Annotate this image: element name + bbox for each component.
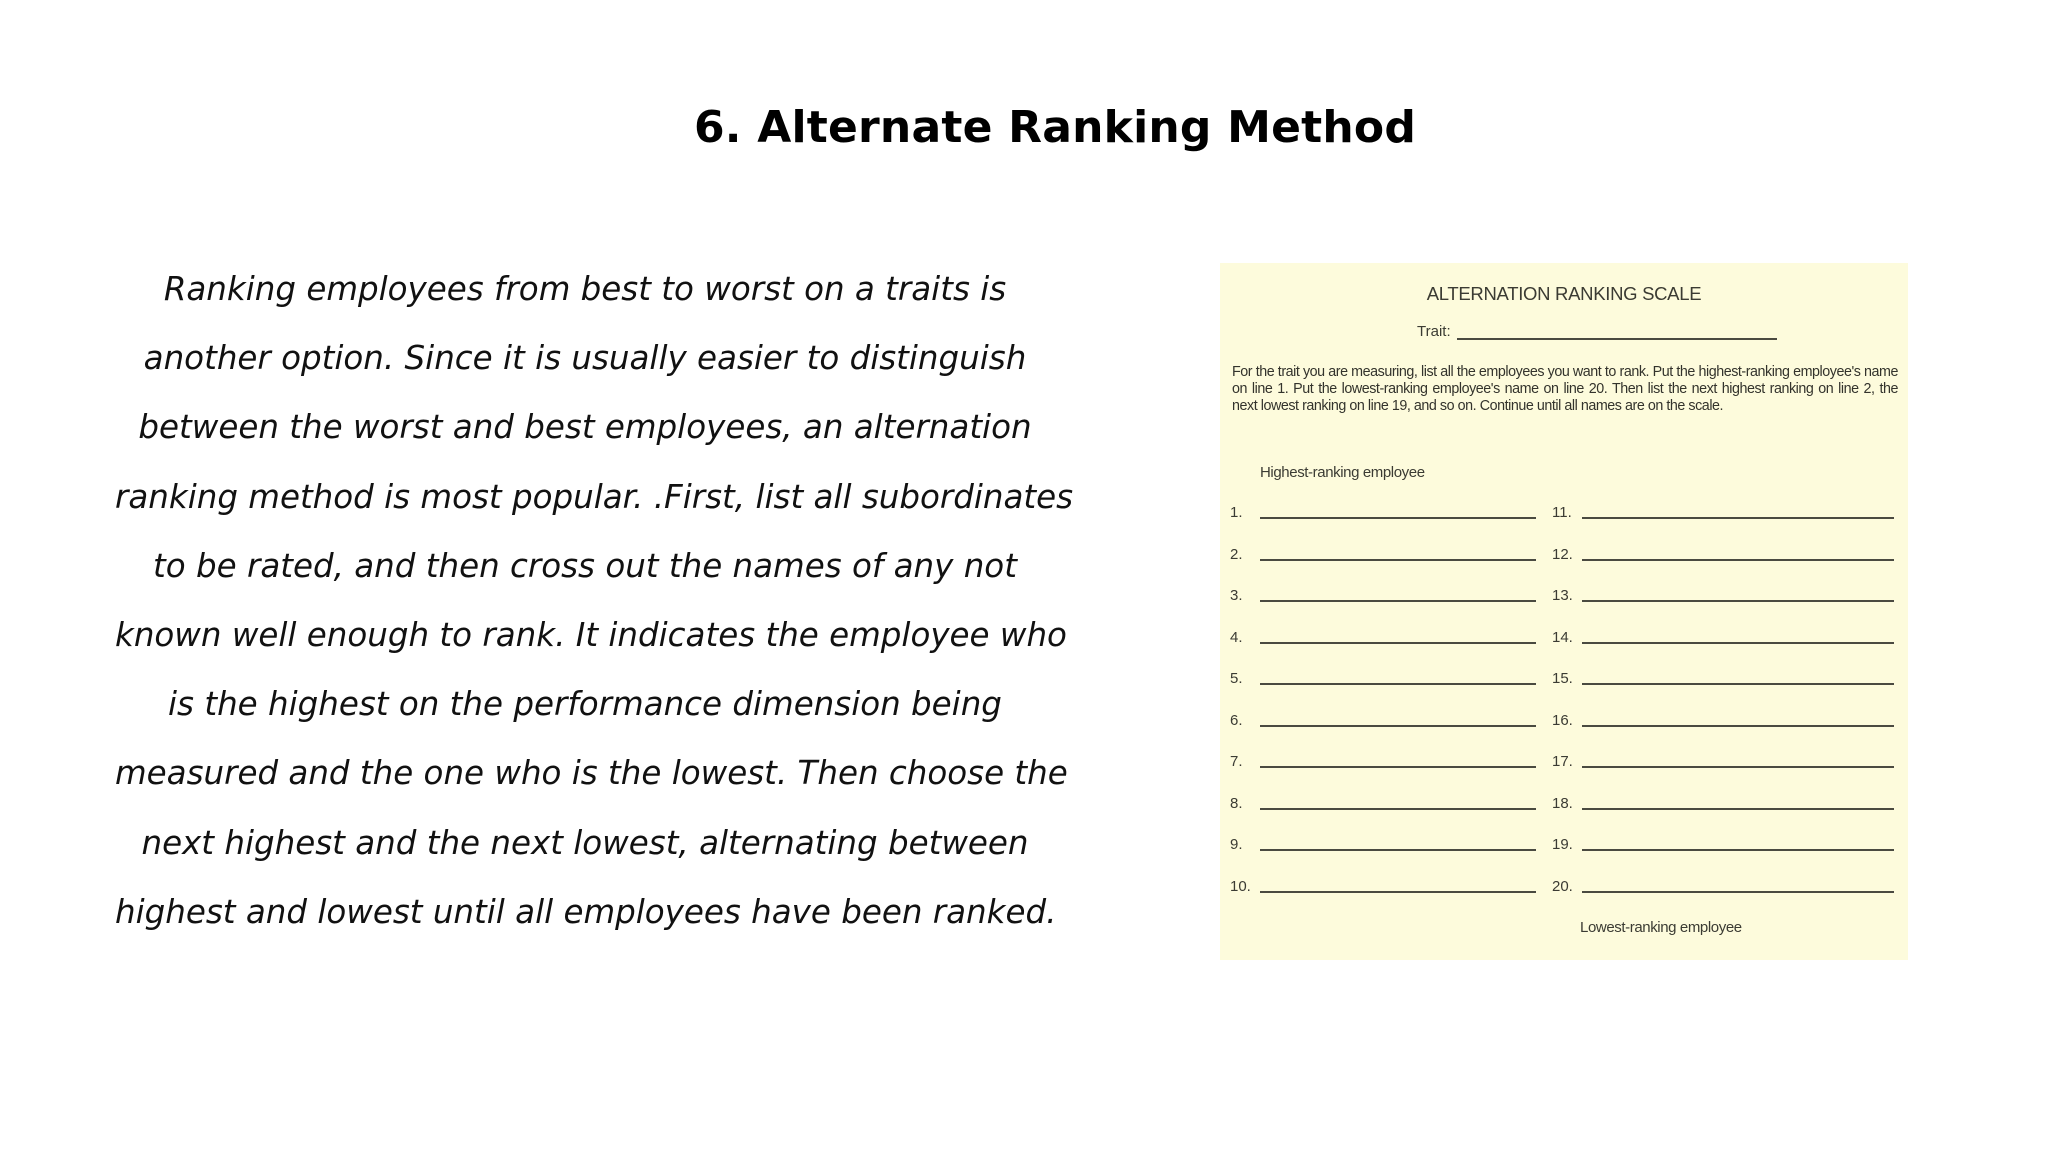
ranking-line-number: 7. (1230, 753, 1243, 770)
ranking-line-number: 10. (1230, 877, 1251, 895)
ranking-line (1230, 667, 1560, 709)
ranking-line (1230, 709, 1560, 751)
ranking-blank-line (1582, 683, 1894, 685)
body-line: next highest and the next lowest, alternating between (141, 823, 1029, 862)
ranking-blank-line (1260, 808, 1536, 810)
ranking-blank-line (1582, 891, 1894, 893)
ranking-blank-line (1582, 766, 1894, 768)
ranking-line (1230, 626, 1560, 668)
ranking-blank-line (1260, 600, 1536, 602)
ranking-line-number: 20. (1552, 877, 1573, 895)
ranking-line-number: 16. (1552, 711, 1573, 729)
trait-label: Trait: (1417, 323, 1451, 340)
body-line: between the worst and best employees, an alternation (138, 408, 1032, 447)
ranking-line-number: 8. (1230, 794, 1243, 812)
ranking-line (1230, 750, 1560, 792)
ranking-line (1552, 833, 1882, 875)
ranking-line-number: 17. (1552, 753, 1573, 770)
body-line: Ranking employees from best to worst on a traits is (163, 270, 1007, 308)
ranking-line (1230, 584, 1560, 626)
ranking-blank-line (1260, 559, 1536, 561)
ranking-line (1552, 750, 1882, 792)
ranking-line-number: 6. (1230, 711, 1243, 729)
ranking-column-left (1230, 501, 1560, 916)
body-line: ranking method is most popular. .First, list all subordinates (115, 477, 1074, 516)
ranking-line-number: 2. (1230, 545, 1243, 563)
body-line: another option. Since it is usually easier to distinguish (143, 339, 1027, 378)
ranking-blank-line (1582, 808, 1894, 810)
highest-ranking-label: Highest-ranking employee (1260, 464, 1425, 481)
ranking-blank-line (1260, 517, 1536, 519)
form-title: ALTERNATION RANKING SCALE (1426, 283, 1702, 304)
ranking-blank-line (1582, 517, 1894, 519)
lowest-ranking-label: Lowest-ranking employee (1580, 919, 1742, 936)
ranking-column-right (1552, 501, 1882, 916)
ranking-line (1230, 543, 1560, 585)
ranking-line-number: 9. (1230, 836, 1243, 853)
form-instructions: For the trait you are measuring, list all the employees you want to rank. Put the highest-ranking employee's name on line 1. Put the lowest-ranking employee's name on line 20. Then list the next highest ranking on line 2, the next lowest ranking on line 19, and so on. Continue until all names are on the scale. (1232, 364, 1898, 414)
ranking-line-number: 4. (1230, 628, 1243, 646)
ranking-line-number: 3. (1230, 587, 1243, 604)
ranking-line (1552, 543, 1882, 585)
ranking-line-number: 1. (1230, 504, 1243, 521)
ranking-line (1552, 501, 1882, 543)
body-line: highest and lowest until all employees have been ranked. (115, 892, 1057, 931)
ranking-line (1552, 626, 1882, 668)
ranking-blank-line (1260, 683, 1536, 685)
ranking-line-number: 14. (1552, 628, 1573, 646)
ranking-line (1552, 875, 1882, 917)
body-paragraph (115, 255, 1074, 947)
ranking-blank-line (1582, 559, 1894, 561)
trait-row (1417, 323, 1757, 345)
body-line: known well enough to rank. It indicates the employee who (115, 616, 1067, 655)
ranking-line (1230, 875, 1560, 917)
ranking-line-number: 19. (1552, 836, 1573, 853)
ranking-line-number: 13. (1552, 587, 1573, 604)
body-line: is the highest on the performance dimension being (168, 685, 1002, 724)
ranking-line (1230, 501, 1560, 543)
slide-title: 6. Alternate Ranking Method (693, 102, 1417, 153)
ranking-blank-line (1582, 849, 1894, 851)
ranking-line (1552, 792, 1882, 834)
ranking-line-number: 18. (1552, 794, 1573, 812)
ranking-line (1552, 667, 1882, 709)
ranking-line (1230, 833, 1560, 875)
ranking-line-number: 12. (1552, 545, 1573, 563)
ranking-line-number: 11. (1552, 504, 1572, 521)
ranking-blank-line (1260, 725, 1536, 727)
ranking-blank-line (1260, 849, 1536, 851)
body-line: to be rated, and then cross out the names of any not (153, 546, 1017, 585)
body-line: measured and the one who is the lowest. Then choose the (115, 754, 1068, 793)
ranking-blank-line (1582, 642, 1894, 644)
ranking-line-number: 5. (1230, 670, 1243, 687)
ranking-blank-line (1260, 766, 1536, 768)
ranking-blank-line (1260, 891, 1536, 893)
ranking-line-number: 15. (1552, 670, 1573, 687)
ranking-blank-line (1582, 725, 1894, 727)
ranking-line (1552, 584, 1882, 626)
ranking-line (1552, 709, 1882, 751)
ranking-scale-form-image (1220, 263, 1908, 960)
ranking-blank-line (1582, 600, 1894, 602)
ranking-line (1230, 792, 1560, 834)
ranking-blank-line (1260, 642, 1536, 644)
trait-blank-line (1457, 338, 1777, 340)
